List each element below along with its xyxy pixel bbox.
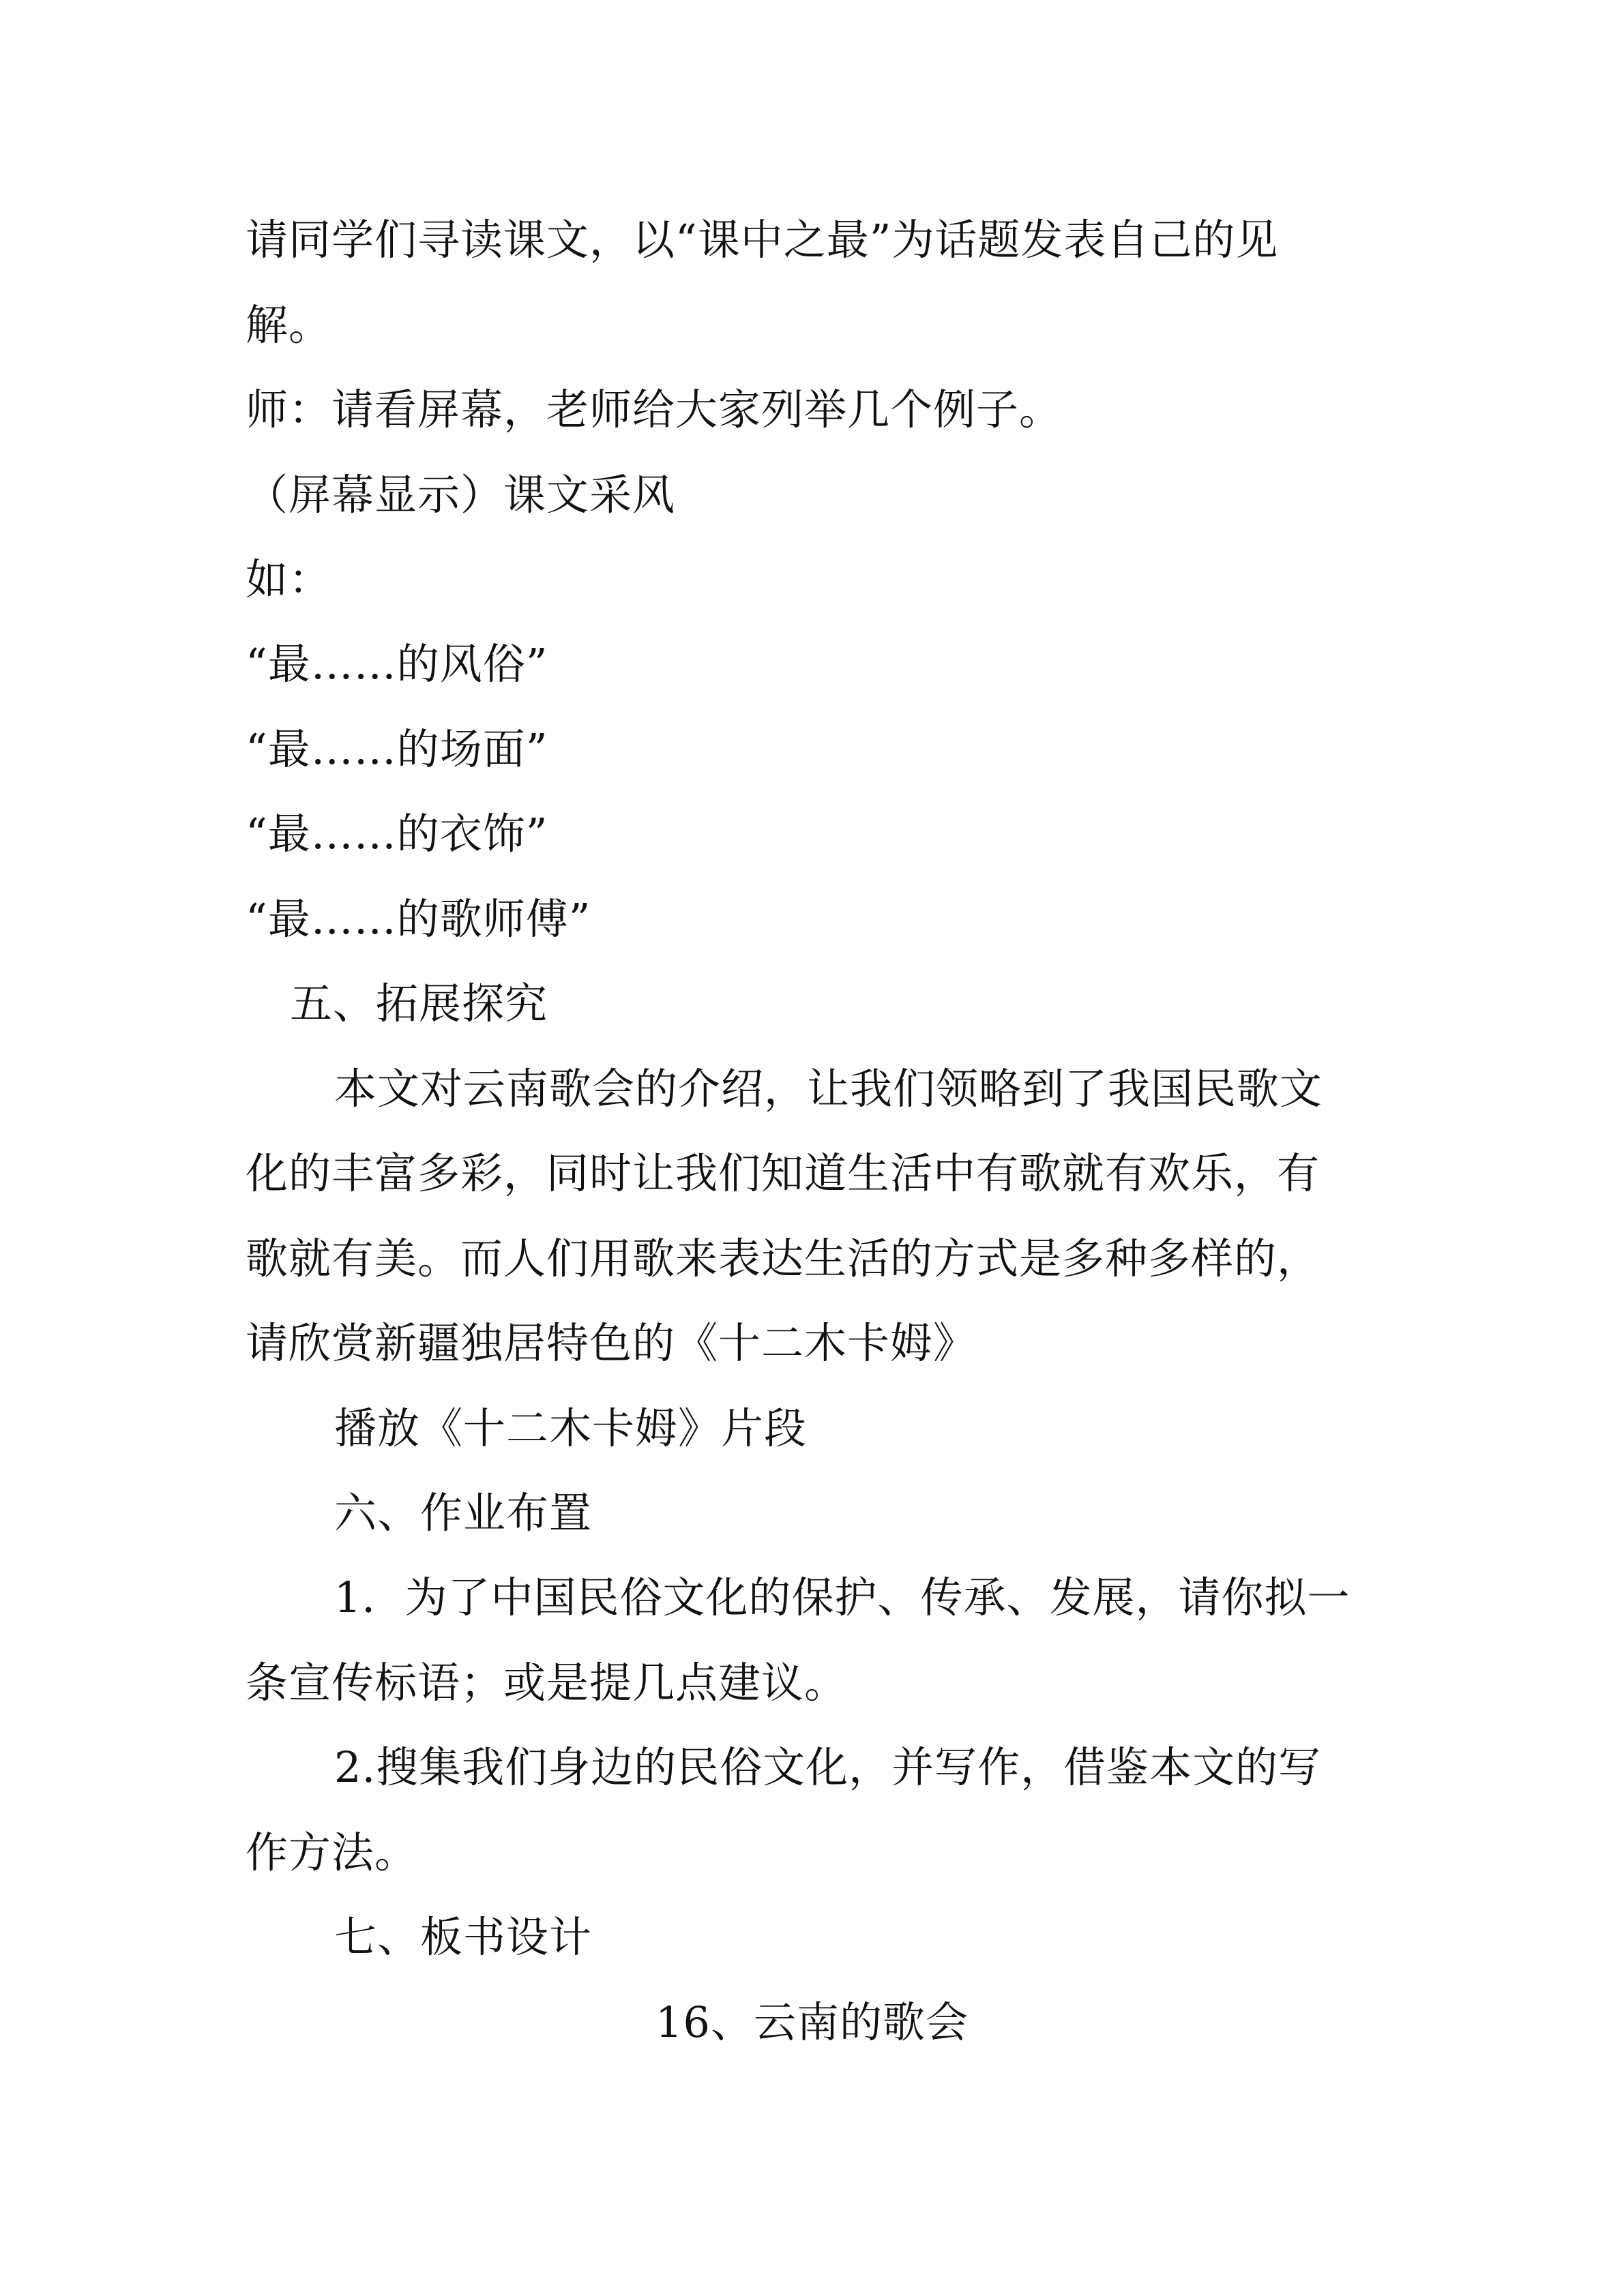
paragraph-line: 作方法。 [246,1828,418,1877]
section-heading: 七、板书设计 [334,1912,593,1962]
paragraph-line: 请欣赏新疆独居特色的《十二木卡姆》 [246,1318,977,1368]
paragraph-line: 歌就有美。而人们用歌来表达生活的方式是多种多样的， [246,1234,1320,1283]
section-heading: 六、作业布置 [334,1488,593,1538]
paragraph-line: 2.搜集我们身边的民俗文化，并写作，借鉴本文的写 [334,1742,1322,1792]
list-item: “最……的场面” [246,724,548,774]
paragraph-line: 如： [246,554,332,604]
paragraph-line: 师：请看屏幕，老师给大家列举几个例子。 [246,385,1063,434]
list-item: “最……的衣饰” [246,809,548,859]
list-item: “最……的歌师傅” [246,894,591,944]
paragraph-line: 1．为了中国民俗文化的保护、传承、发展，请你拟一 [334,1572,1350,1622]
paragraph-line: 请同学们寻读课文，以“课中之最”为话题发表自己的见 [246,215,1279,265]
board-title: 16、云南的歌会 [655,1997,969,2047]
section-heading: 五、拓展探究 [290,979,548,1028]
paragraph-line: 解。 [246,300,332,350]
paragraph-line: 条宣传标语；或是提几点建议。 [246,1658,848,1708]
paragraph-line: 化的丰富多彩，同时让我们知道生活中有歌就有欢乐，有 [246,1148,1320,1198]
paragraph-line: 本文对云南歌会的介绍，让我们领略到了我国民歌文 [334,1064,1323,1114]
paragraph-line: （屏幕显示）课文采风 [246,470,676,520]
paragraph-line: 播放《十二木卡姆》片段 [334,1403,808,1453]
list-item: “最……的风俗” [246,639,548,689]
